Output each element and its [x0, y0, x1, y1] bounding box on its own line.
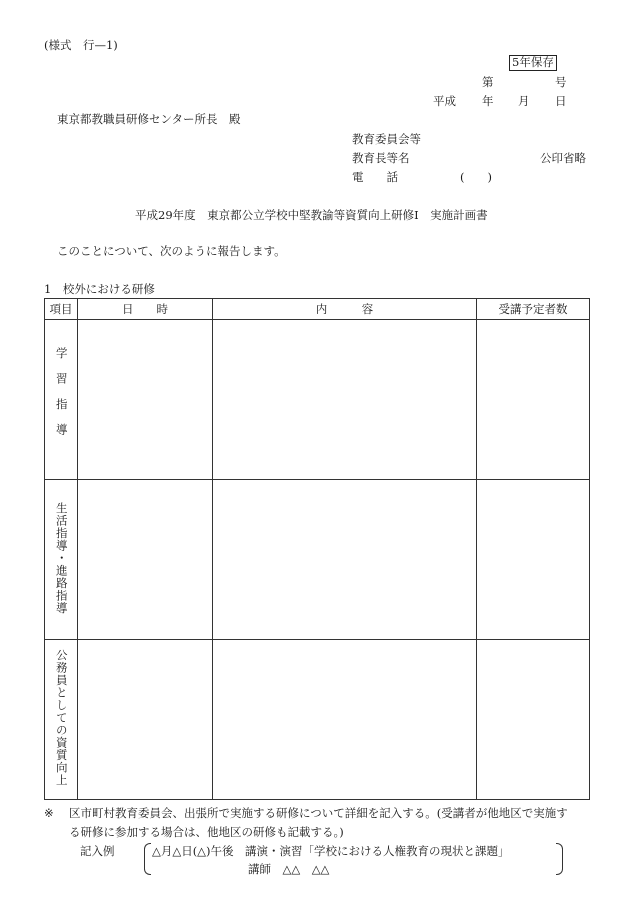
- table-row: [45, 320, 590, 480]
- date-era: 平成: [433, 94, 456, 108]
- row-label: 公務員としての資質向上: [54, 649, 69, 787]
- row-label: 生活指導・進路指導: [54, 501, 69, 615]
- datetime-cell[interactable]: [78, 320, 213, 480]
- bracket-left: [144, 843, 151, 875]
- bracket-right: [556, 843, 563, 875]
- note-mark: ※: [44, 806, 54, 820]
- header-content: 内 容: [213, 299, 477, 320]
- date-day: 日: [555, 94, 567, 108]
- retention-badge: 5年保存: [509, 55, 557, 71]
- addressee: 東京都教職員研修センター所長 殿: [57, 112, 241, 126]
- header-item: 項目: [45, 299, 78, 320]
- intro-text: このことについて、次のように報告します。: [57, 244, 286, 258]
- table-row: [45, 640, 590, 800]
- row-label-cell: [45, 640, 78, 800]
- example-line-2: 講師 △△ △△: [248, 862, 330, 876]
- header-datetime: 日 時: [78, 299, 213, 320]
- content-cell[interactable]: [213, 640, 477, 800]
- sender-board: 教育委員会等: [352, 132, 421, 146]
- document-title: 平成29年度 東京都公立学校中堅教諭等資質向上研修Ⅰ 実施計画書: [135, 208, 488, 222]
- attendees-cell[interactable]: [477, 320, 590, 480]
- content-cell[interactable]: [213, 480, 477, 640]
- phone-parens: ( ): [460, 170, 492, 184]
- example-line-1: △月△日(△)午後 講演・演習「学校における人権教育の現状と課題」: [152, 844, 510, 858]
- row-label-cell: [45, 320, 78, 480]
- datetime-cell[interactable]: [78, 640, 213, 800]
- seal-note: 公印省略: [540, 151, 586, 165]
- attendees-cell[interactable]: [477, 480, 590, 640]
- doc-number-go: 号: [555, 75, 567, 89]
- row-label: 学習指導: [54, 347, 69, 449]
- attendees-cell[interactable]: [477, 640, 590, 800]
- table-header-row: [45, 299, 590, 320]
- note-line-2: る研修に参加する場合は、他地区の研修も記載する。): [69, 825, 344, 839]
- doc-number-dai: 第: [482, 75, 494, 89]
- row-label-cell: [45, 480, 78, 640]
- note-line-1: 区市町村教育委員会、出張所で実施する研修について詳細を記入する。(受講者が他地区で実施す: [69, 806, 568, 820]
- form-label: (様式 行—1): [44, 38, 118, 52]
- date-year: 年: [482, 94, 494, 108]
- section-heading: 1 校外における研修: [44, 282, 155, 296]
- table-row: [45, 480, 590, 640]
- sender-superintendent: 教育長等名: [352, 151, 410, 165]
- example-label: 記入例: [80, 844, 115, 858]
- content-cell[interactable]: [213, 320, 477, 480]
- phone-label: 電 話: [352, 170, 398, 184]
- datetime-cell[interactable]: [78, 480, 213, 640]
- date-month: 月: [518, 94, 530, 108]
- header-attendees: 受講予定者数: [477, 299, 590, 320]
- plan-table: [44, 298, 590, 800]
